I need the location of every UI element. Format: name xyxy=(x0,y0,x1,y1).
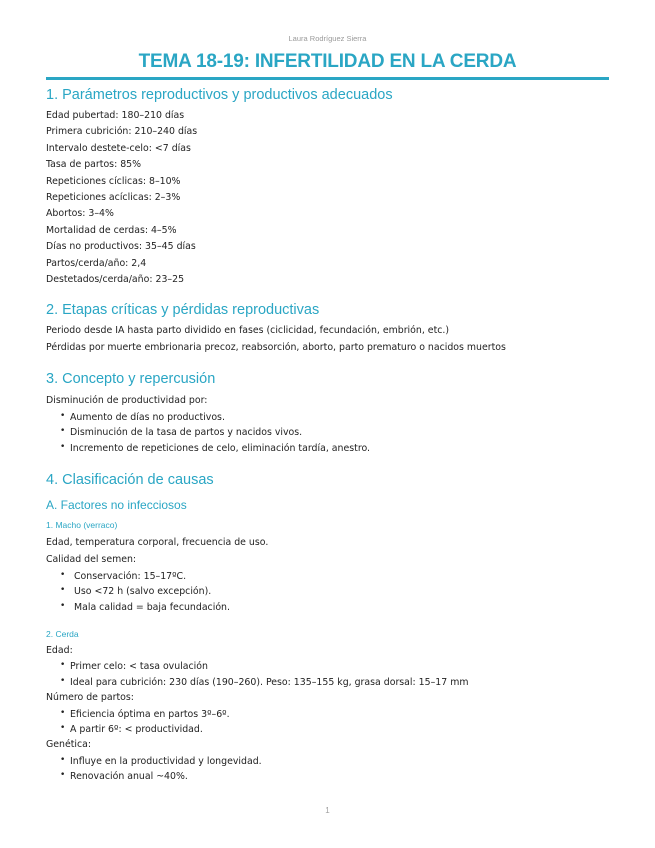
bullet-icon: • xyxy=(60,441,66,452)
subsection-a-heading: A. Factores no infecciosos xyxy=(46,497,187,512)
section-1-list xyxy=(46,108,609,288)
text-line: Edad, temperatura corporal, frecuencia de uso. xyxy=(46,536,269,548)
list-item xyxy=(46,584,609,599)
list-item-text: Aumento de días no productivos. xyxy=(70,411,225,423)
section-3-text xyxy=(46,393,609,456)
section-1-heading: 1. Parámetros reproductivos y productivos adecuados xyxy=(46,87,393,103)
author-name: Laura Rodríguez Sierra xyxy=(288,34,367,43)
edad-bullets xyxy=(46,659,609,690)
bullet-icon: • xyxy=(60,600,66,611)
macho-heading: 1. Macho (verraco) xyxy=(46,519,118,530)
cerda-heading: 2. Cerda xyxy=(46,628,79,639)
list-item xyxy=(46,600,609,615)
param-line: Tasa de partos: 85% xyxy=(46,159,142,171)
genetica-bullets xyxy=(46,754,609,785)
param-line: Intervalo destete-celo: <7 días xyxy=(46,142,191,154)
param-line: Abortos: 3–4% xyxy=(46,208,114,220)
list-item-text: Incremento de repeticiones de celo, eliminación tardía, anestro. xyxy=(70,442,371,454)
list-item-text: Mala calidad = baja fecundación. xyxy=(74,601,230,613)
page-title: TEMA 18-19: INFERTILIDAD EN LA CERDA xyxy=(138,51,517,72)
bullet-icon: • xyxy=(60,675,66,686)
list-item-text: Influye en la productividad y longevidad. xyxy=(70,755,262,767)
text-line: Periodo desde IA hasta parto dividido en fases (ciclicidad, fecundación, embrión, etc.) xyxy=(46,325,450,337)
list-item-text: A partir 6º: < productividad. xyxy=(70,723,203,735)
list-item-text: Uso <72 h (salvo excepción). xyxy=(74,586,212,598)
bullet-icon: • xyxy=(60,569,66,580)
param-line: Repeticiones acíclicas: 2–3% xyxy=(46,192,181,204)
param-line: Mortalidad de cerdas: 4–5% xyxy=(46,224,177,236)
list-item xyxy=(46,441,609,456)
bullet-icon: • xyxy=(60,410,66,421)
bullet-icon: • xyxy=(60,770,66,781)
text-line: Número de partos: xyxy=(46,692,134,704)
text-line: Pérdidas por muerte embrionaria precoz, reabsorción, aborto, parto prematuro o nacidos muertos xyxy=(46,341,506,353)
param-line: Destetados/cerda/año: 23–25 xyxy=(46,274,185,286)
list-item xyxy=(46,659,609,674)
list-item-text: Conservación: 15–17ºC. xyxy=(74,570,187,582)
section-2-heading: 2. Etapas críticas y pérdidas reproductivas xyxy=(46,302,320,319)
text-line: Calidad del semen: xyxy=(46,554,137,566)
list-item xyxy=(46,754,609,769)
list-item xyxy=(46,410,609,425)
bullet-icon: • xyxy=(60,707,66,718)
section-3-heading: 3. Concepto y repercusión xyxy=(46,371,216,388)
macho-text xyxy=(46,535,609,615)
param-line: Edad pubertad: 180–210 días xyxy=(46,110,185,121)
bullet-icon: • xyxy=(60,585,66,596)
text-line: Genética: xyxy=(46,739,92,751)
param-line: Repeticiones cíclicas: 8–10% xyxy=(46,175,181,187)
list-item xyxy=(46,722,609,737)
bullet-icon: • xyxy=(60,754,66,765)
list-item-text: Eficiencia óptima en partos 3º–6º. xyxy=(70,708,230,720)
list-item-text: Disminución de la tasa de partos y nacidos vivos. xyxy=(70,427,303,439)
param-line: Primera cubrición: 210–240 días xyxy=(46,126,198,138)
list-item-text: Ideal para cubrición: 230 días (190–260). Peso: 135–155 kg, grasa dorsal: 15–17 mm xyxy=(70,676,469,688)
partos-bullets xyxy=(46,707,609,738)
list-item-text: Primer celo: < tasa ovulación xyxy=(70,661,208,673)
page-number: 1 xyxy=(325,806,330,815)
section-2-text xyxy=(46,323,609,356)
param-line: Días no productivos: 35–45 días xyxy=(46,241,196,253)
cerda-text xyxy=(46,643,609,785)
text-line: Disminución de productividad por: xyxy=(46,395,208,407)
bullet-icon: • xyxy=(60,426,66,437)
list-item xyxy=(46,769,609,784)
list-item-text: Renovación anual ~40%. xyxy=(70,771,188,783)
bullet-icon: • xyxy=(60,722,66,733)
bullet-icon: • xyxy=(60,660,66,671)
list-item xyxy=(46,675,609,690)
section-3-bullets xyxy=(46,410,609,456)
semen-bullets xyxy=(46,569,609,615)
text-line: Edad: xyxy=(46,644,73,656)
param-line: Partos/cerda/año: 2,4 xyxy=(46,257,147,269)
document-body xyxy=(46,86,609,785)
list-item xyxy=(46,569,609,584)
section-4-heading: 4. Clasificación de causas xyxy=(46,471,214,488)
title-rule xyxy=(46,77,609,80)
list-item xyxy=(46,425,609,440)
list-item xyxy=(46,707,609,722)
